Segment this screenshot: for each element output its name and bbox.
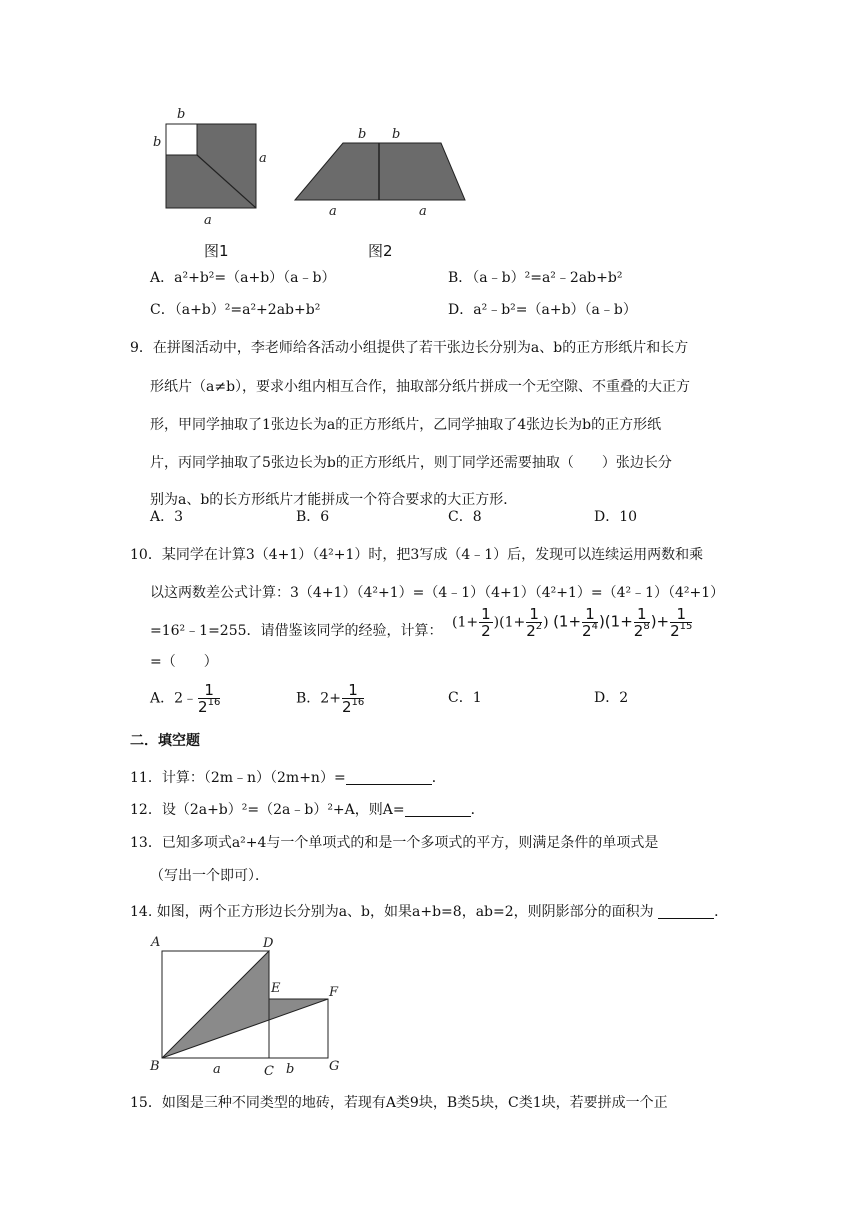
q10-option-c: C．1 xyxy=(448,690,482,706)
fig3-label-e: E xyxy=(271,981,281,996)
q11: 11．计算：（2m﹣n）（2m+n）= ． xyxy=(130,770,446,786)
fig3-label-d: D xyxy=(263,936,274,951)
q8-option-b: B．（a﹣b）²=a²﹣2ab+b² xyxy=(448,270,623,286)
q8-option-a: A．a²+b²=（a+b）（a﹣b） xyxy=(150,270,336,286)
fig3-label-g: G xyxy=(329,1059,340,1074)
fig3-label-side-a: a xyxy=(213,1062,221,1077)
q8-option-c: C．（a+b）²=a²+2ab+b² xyxy=(150,302,321,318)
q10-line-3: =16²﹣1=255．请借鉴该同学的经验，计算： xyxy=(150,623,443,639)
fig2-b1: b xyxy=(358,127,367,142)
frac-1-2-8: $\frac{1}{2^8}$ xyxy=(633,605,650,640)
fig3-label-b: B xyxy=(150,1059,160,1074)
q14-blank xyxy=(658,904,714,919)
q11-blank xyxy=(346,770,432,785)
q9-option-c: C．8 xyxy=(448,509,482,525)
fig1-b-top: b xyxy=(177,107,186,122)
fig3-label-a: A xyxy=(151,935,161,950)
q14: 14. 如图，两个正方形边长分别为a、b，如果a+b=8，ab=2，则阴影部分的面积为 ． xyxy=(130,904,729,920)
fig1-a-bottom: a xyxy=(204,213,212,228)
q13-line-2: （写出一个即可）． xyxy=(150,868,269,884)
section-fill-in-blank: 二．填空题 xyxy=(130,733,200,749)
q10-line-2: 以这两数差公式计算：3（4+1）（4²+1）=（4﹣1）（4+1）（4²+1）=（4²﹣1）（4²+1） xyxy=(150,585,725,601)
fig3-label-f: F xyxy=(329,985,339,1000)
fig1-label: 图1 xyxy=(204,242,229,260)
q9-line-3: 形，甲同学抽取了1张边长为a的正方形纸片，乙同学抽取了4张边长为b的正方形纸 xyxy=(150,417,662,433)
figure-2 xyxy=(285,125,475,220)
q13-line-1: 13．已知多项式a²+4与一个单项式的和是一个多项式的平方，则满足条件的单项式是 xyxy=(130,835,659,851)
frac-1-2-2: $\frac{1}{2^2}$ xyxy=(526,605,543,640)
frac-1-2: $\frac{1}{2}$ xyxy=(481,605,491,640)
frac-1-2-15: $\frac{1}{2^{15}}$ xyxy=(670,605,693,640)
fig2-label: 图2 xyxy=(368,242,393,260)
q9-line-4: 片，丙同学抽取了5张边长为b的正方形纸片，则丁同学还需要抽取（ ）张边长分 xyxy=(150,455,672,471)
fig1-b-left: b xyxy=(153,135,162,150)
q15-line-1: 15．如图是三种不同类型的地砖，若现有A类9块，B类5块，C类1块，若要拼成一个正 xyxy=(130,1095,668,1111)
q10-line-1: 10．某同学在计算3（4+1）（4²+1）时，把3写成（4﹣1）后，发现可以连续运用两数和乘 xyxy=(130,547,704,563)
q9-line-2: 形纸片（a≠b），要求小组内相互合作，抽取部分纸片拼成一个无空隙、不重叠的大正方 xyxy=(150,379,691,395)
q9-option-b: B．6 xyxy=(296,509,330,525)
q9-line-5: 别为a、b的长方形纸片才能拼成一个符合要求的大正方形． xyxy=(150,492,518,508)
fig2-b2: b xyxy=(392,127,401,142)
fig2-a1: a xyxy=(329,204,337,219)
fig3-label-c: C xyxy=(264,1064,274,1079)
q10-expression: (1+ $\frac{1}{2}$ )(1+ $\frac{1}{2^2}$ ) (1+ $\frac{1}{2^4}$ )(1+ $\frac{1}{2^8}$ )+ $\frac{1}{2^{15}}$ xyxy=(452,605,693,640)
q10-option-d: D．2 xyxy=(594,690,629,706)
q10-option-a: A．2﹣ $\frac{1}{2^{16}}$ xyxy=(150,681,221,716)
q10-line-4: =（ ） xyxy=(150,654,218,670)
figure-3 xyxy=(145,930,355,1080)
fig3-label-side-b: b xyxy=(286,1062,295,1077)
fig2-a2: a xyxy=(419,204,427,219)
fig1-a-right: a xyxy=(259,151,267,166)
q8-option-d: D．a²﹣b²=（a+b）（a﹣b） xyxy=(448,302,637,318)
q9-line-1: 9．在拼图活动中，李老师给各活动小组提供了若干张边长分别为a、b的正方形纸片和长方 xyxy=(130,340,689,356)
q9-option-d: D．10 xyxy=(594,509,638,525)
frac-1-2-4: $\frac{1}{2^4}$ xyxy=(582,605,598,640)
q12: 12．设（2a+b）²=（2a﹣b）²+A，则A= ． xyxy=(130,802,485,818)
q9-option-a: A．3 xyxy=(150,509,184,525)
figure-1 xyxy=(150,100,270,230)
q12-blank xyxy=(405,802,471,817)
q10-option-b: B．2+ $\frac{1}{2^{16}}$ xyxy=(296,681,365,716)
